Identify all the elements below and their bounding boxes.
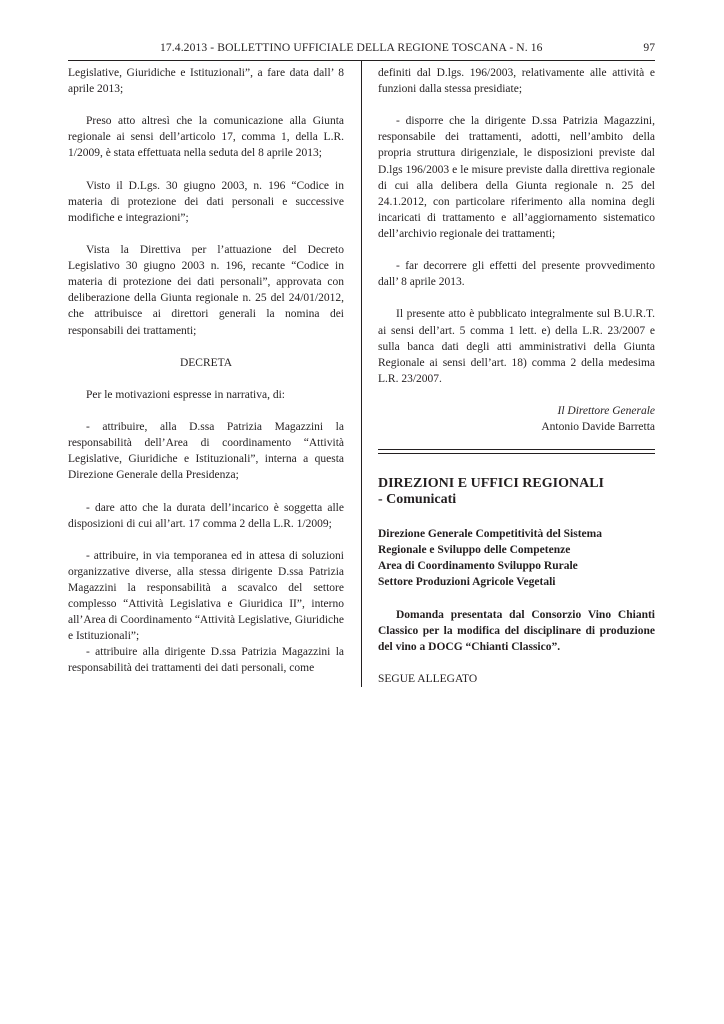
paragraph: Visto il D.Lgs. 30 giugno 2003, n. 196 “Codice in materia di protezione dei dati personali e successive modifiche e integrazioni”; [68,179,344,224]
signature-name: Antonio Davide Barretta [541,421,655,434]
paragraph: - far decorrere gli effetti del presente provvedimento dall’ 8 aprile 2013. [378,260,655,289]
section-title-line: - Comunicati [378,492,457,508]
department-line: Area di Coordinamento Sviluppo Rurale [378,560,578,573]
follows-attachment: SEGUE ALLEGATO [378,673,478,685]
section-title-line: DIREZIONI E UFFICI REGIONALI [378,476,604,492]
paragraph: - dare atto che la durata dell’incarico è soggetta alle disposizioni di cui all’art. 17 comma 2 della L.R. 1/2009; [68,501,344,530]
section-separator [378,449,655,454]
department-line: Settore Produzioni Agricole Vegetali [378,576,556,589]
paragraph: Vista la Direttiva per l’attuazione del Decreto Legislativo 30 giugno 2003 n. 196, recante “Codice in materia di protezione dei dati personali”, approvata con deliberazione della Giunta regionale n. 25 del 24/01/2012, che attribuisce ai direttori generali la nomina dei responsabili dei trattamenti; [68,244,344,337]
right-column [378,65,655,703]
left-column [68,65,344,677]
section-title [378,476,655,508]
paragraph: definiti dal D.lgs. 196/2003, relativamente alle attività e funzioni dalla stessa presidiate; [378,67,655,96]
signature-role: Il Direttore Generale [557,404,655,417]
paragraph: - disporre che la dirigente D.ssa Patrizia Magazzini, responsabile dei trattamenti, adotti, nell’ambito della propria struttura dirigenziale, le disposizioni previste dal D.lgs 196/2003 e le misure previste dalla direttiva regionale di cui alla delibera della Giunta regionale n. 25 del 24.1.2012, con particolare riferimento alla nomina degli incaricati di trattamento e all’aggiornamento sistematico dell’archivio regionale dei trattamenti; [378,115,655,240]
paragraph: Preso atto altresì che la comunicazione alla Giunta regionale ai sensi dell’articolo 17, comma 1, della L.R. 1/2009, è stata effettuata nella seduta del 8 aprile 2013; [68,115,344,160]
paragraph: - attribuire, alla D.ssa Patrizia Magazzini la responsabilità dell’Area di coordinamento “Attività Legislative, Giuridiche e Istituzionali”, interna a questa Direzione Generale della Presidenza; [68,421,344,482]
department-line: Direzione Generale Competitività del Sistema [378,528,602,541]
paragraph: Per le motivazioni espresse in narrativa, di: [86,388,285,401]
department-line: Regionale e Sviluppo delle Competenze [378,544,571,557]
paragraph: - attribuire alla dirigente D.ssa Patrizia Magazzini la responsabilità dei trattamenti dei dati personali, come [68,646,344,675]
page-header [68,41,655,61]
paragraph: - attribuire, in via temporanea ed in attesa di soluzioni organizzative diverse, alla stessa dirigente D.ssa Patrizia Magazzini la responsabilità a scavalco del settore complesso “Attività Legislativa e Giuridica II”, interno all’Area di Coordinamento “Attività Legislative, Giuridiche e Istituzionali”; [68,549,344,643]
department-block [378,526,655,590]
paragraph: Legislative, Giuridiche e Istituzionali”, a fare data dall’ 8 aprile 2013; [68,67,344,96]
header-title: 17.4.2013 - BOLLETTINO UFFICIALE DELLA REGIONE TOSCANA - N. 16 [160,41,543,54]
column-divider [361,61,362,687]
document-title: Domanda presentata dal Consorzio Vino Chianti Classico per la modifica del disciplinare di produzione del vino a DOCG “Chianti Classico”. [378,608,655,653]
page-number: 97 [643,41,655,54]
decreta-heading: DECRETA [179,356,233,369]
paragraph: Il presente atto è pubblicato integralmente sul B.U.R.T. ai sensi dell’art. 5 comma 1 lett. e) della L.R. 23/2007 e sulla banca dati degli atti amministrativi della Giunta Regionale ai sensi dell’art. 18) comma 2 della medesima L.R. 23/2007. [378,308,655,385]
